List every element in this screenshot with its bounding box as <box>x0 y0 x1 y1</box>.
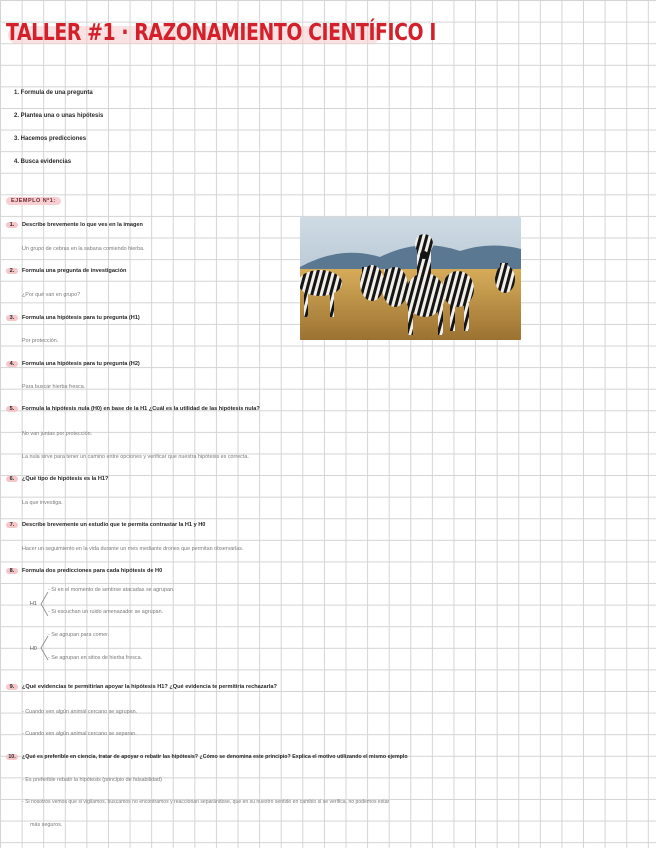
page-title: TALLER #1 · RAZONAMIENTO CIENTÍFICO I <box>6 20 436 46</box>
question-number: 5. <box>6 406 18 412</box>
answer-3: Por protección. <box>22 338 59 344</box>
step-3: 3. Hacemos predicciones <box>14 136 87 142</box>
question-1 <box>6 222 143 228</box>
zebra-illustration <box>300 217 521 340</box>
question-text: Formula una hipótesis para tu pregunta (H2) <box>22 361 140 367</box>
answer-5a: No van juntas por protección. <box>22 431 93 437</box>
question-number: 9. <box>6 684 18 690</box>
question-7 <box>6 522 205 528</box>
example-label: EJEMPLO Nº1: <box>6 197 61 205</box>
question-text: Formula la hipótesis nula (H0) en base de la H1 ¿Cuál es la utilidad de las hipótesis nula? <box>22 406 260 412</box>
question-3 <box>6 315 140 321</box>
question-number: 7. <box>6 522 18 528</box>
h0-label: H0 <box>30 646 37 652</box>
answer-10c: más seguros. <box>30 822 63 828</box>
question-4 <box>6 361 140 367</box>
question-text: ¿Qué evidencias te permitirían apoyar la hipótesis H1? ¿Qué evidencia te permitiría rechazarla? <box>22 684 277 690</box>
step-1: 1. Formula de una pregunta <box>14 90 93 96</box>
question-text: Describe brevemente lo que ves en la imagen <box>22 222 143 228</box>
answer-1: Un grupo de cebras en la sabana comiendo hierba. <box>22 246 145 252</box>
question-text: Formula una pregunta de investigación <box>22 268 127 274</box>
question-number: 8. <box>6 568 18 574</box>
question-number: 3. <box>6 315 18 321</box>
question-number: 1. <box>6 222 18 228</box>
step-4: 4. Busca evidencias <box>14 159 72 165</box>
question-number: 10. <box>6 754 18 760</box>
question-text: ¿Qué tipo de hipótesis es la H1? <box>22 476 109 482</box>
answer-10a: - Es preferible rebatir la hipótesis (principio de falsabilidad) <box>22 777 162 783</box>
prediction-h1-b: - Si escuchan un ruido amenazador se agrupan. <box>48 609 164 615</box>
method-steps <box>14 82 103 174</box>
prediction-h0-a: - Se agrupan para comer. <box>48 632 110 638</box>
prediction-h0-b: - Se agrupan en sitios de hierba fresca. <box>48 655 143 661</box>
question-2 <box>6 268 126 274</box>
question-text: Describe brevemente un estudio que te permita contrastar la H1 y H0 <box>22 522 206 528</box>
question-text: ¿Qué es preferible en ciencia, tratar de apoyar o rebatir las hipótesis? ¿Cómo se denomina este principio? Explica el motivo utilizando el mismo ejemplo <box>22 754 408 760</box>
answer-6: La que investiga. <box>22 500 63 506</box>
answer-10b: - Si nosotros vemos que si vigilamos, buscamos no encontramos y reaccionan separándose, que en su nuestro sentido en cambio si se verifica, no podemos estar <box>22 799 390 805</box>
answer-9b: - Cuando ven algún animal cercano se separan. <box>22 731 137 737</box>
prediction-h1-a: - Si en el momento de sentirse atacadas se agrupan. <box>48 587 175 593</box>
question-8 <box>6 568 162 574</box>
answer-7: Hacer un seguimiento en la vida durante un mes mediante drones que permitan observarlas. <box>22 546 244 552</box>
question-text: Formula dos predicciones para cada hipótesis de H0 <box>22 568 163 574</box>
answer-4: Para buscar hierba fresca. <box>22 384 86 390</box>
question-5 <box>6 406 260 412</box>
question-number: 2. <box>6 268 18 274</box>
question-number: 6. <box>6 476 18 482</box>
answer-5b: La nula sirve para tener un camino entre opciones y verificar que nuestra hipótesis es correcta. <box>22 454 249 460</box>
answer-2: ¿Por qué van en grupo? <box>22 292 81 298</box>
answer-9a: - Cuando ven algún animal cercano se agrupan. <box>22 709 138 715</box>
zebra-photo <box>300 217 521 340</box>
question-text: Formula una hipótesis para tu pregunta (H1) <box>22 315 140 321</box>
step-2: 2. Plantea una o unas hipótesis <box>14 113 104 119</box>
question-number: 4. <box>6 361 18 367</box>
question-9 <box>6 684 277 690</box>
question-6 <box>6 476 108 482</box>
question-10 <box>6 754 408 760</box>
h1-label: H1 <box>30 601 37 607</box>
